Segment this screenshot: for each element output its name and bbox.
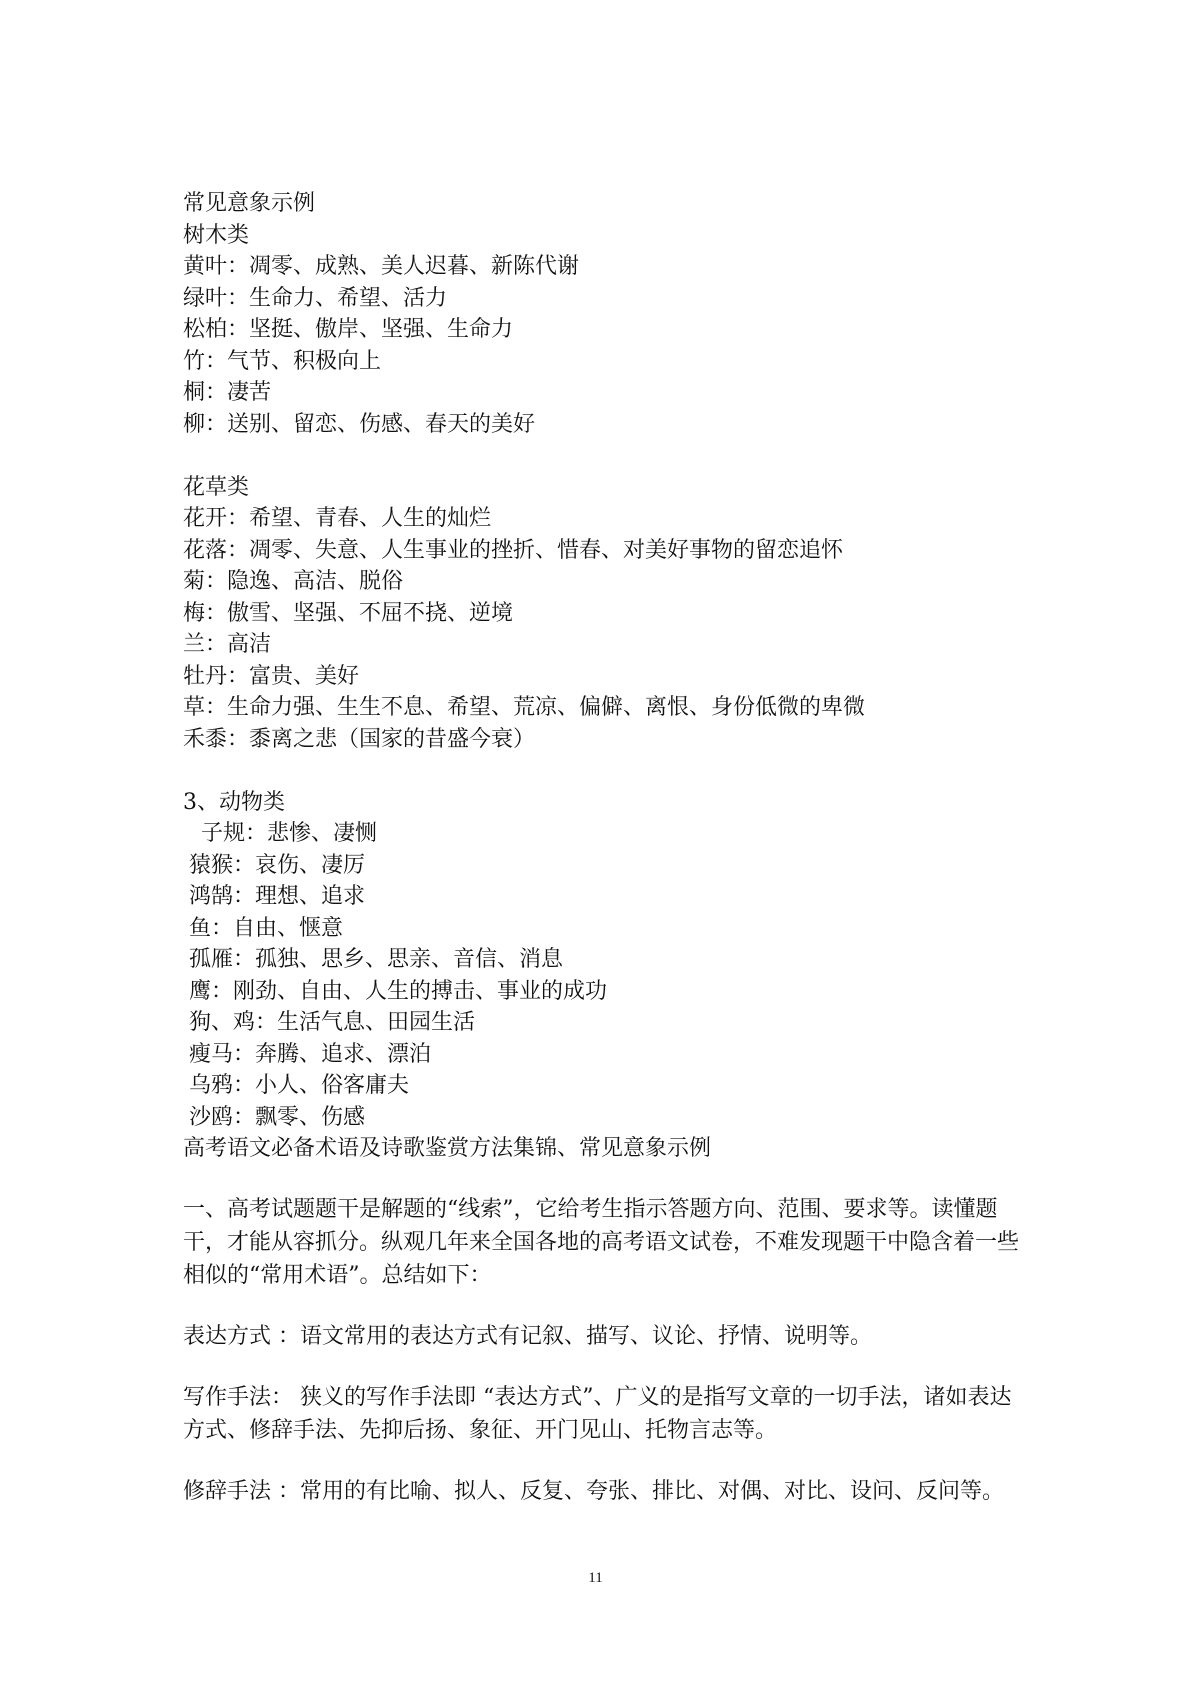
- spacer: [183, 755, 1043, 787]
- section-title: 高考语文必备术语及诗歌鉴赏方法集锦、常见意象示例: [183, 1136, 712, 1161]
- document-body: [183, 188, 1043, 1508]
- animal-item: 沙鸥：飘零、伤感: [189, 1104, 366, 1130]
- spacer: [183, 1353, 1043, 1381]
- flower-item: 兰：高洁: [183, 632, 272, 657]
- spacer: [183, 1165, 1043, 1193]
- spacer: [183, 1292, 1043, 1320]
- writing-paragraph: 写作手法： 狭义的写作手法即 “表达方式”、广义的是指写文章的一切手法，诸如表达方式、修辞手法、先抑后扬、象征、开门见山、托物言志等。: [183, 1384, 1012, 1443]
- animal-item: 子规：悲惨、凄恻: [201, 821, 378, 846]
- flower-item: 花开：希望、青春、人生的灿烂: [183, 506, 492, 531]
- animal-item: 狗、鸡：生活气息、田园生活: [189, 1010, 476, 1035]
- expression-paragraph: 表达方式 ：语文常用的表达方式有记叙、描写、议论、抒情、说明等。: [183, 1323, 872, 1349]
- animal-item: 猿猴：哀伤、凄厉: [189, 852, 366, 878]
- flower-item: 草：生命力强、生生不息、希望、荒凉、偏僻、离恨、身份低微的卑微: [183, 695, 866, 720]
- flower-item: 牡丹：富贵、美好: [183, 663, 360, 689]
- flower-item: 菊：隐逸、高洁、脱俗: [183, 569, 404, 594]
- rhetoric-paragraph: 修辞手法 ：常用的有比喻、拟人、反复、夸张、排比、对偶、对比、设问、反问等。: [183, 1478, 1004, 1504]
- animal-item: 鹰：刚劲、自由、人生的搏击、事业的成功: [189, 978, 608, 1004]
- tree-item: 松柏：坚挺、傲岸、坚强、生命力: [183, 317, 514, 342]
- intro-paragraph: 一、高考试题题干是解题的“线索”，它给考生指示答题方向、范围、要求等。读懂题干，才能从容抓分。纵观几年来全国各地的高考语文试卷，不难发现题干中隐含着一些相似的“常用术语”。总结如下：: [183, 1196, 1020, 1288]
- flower-item: 禾黍：黍离之悲（国家的昔盛今衰）: [183, 726, 536, 752]
- document-title: 常见意象示例: [183, 191, 316, 216]
- tree-item: 桐：凄苦: [183, 380, 272, 405]
- trees-heading: 树木类: [183, 222, 250, 248]
- animal-item: 鱼：自由、惬意: [189, 915, 344, 941]
- spacer: [183, 440, 1043, 472]
- flowers-heading: 花草类: [183, 474, 250, 500]
- animal-item: 乌鸦：小人、俗客庸夫: [189, 1073, 410, 1098]
- tree-item: 绿叶：生命力、希望、活力: [183, 285, 448, 311]
- animals-heading: 3、动物类: [183, 789, 285, 815]
- flower-item: 梅：傲雪、坚强、不屈不挠、逆境: [183, 600, 514, 626]
- page-number: 11: [588, 1570, 603, 1586]
- spacer: [183, 1447, 1043, 1475]
- tree-item: 黄叶：凋零、成熟、美人迟暮、新陈代谢: [183, 254, 580, 279]
- tree-item: 竹：气节、积极向上: [183, 348, 382, 374]
- animal-item: 瘦马：奔腾、追求、漂泊: [189, 1041, 432, 1067]
- animal-item: 鸿鹄：理想、追求: [189, 884, 366, 909]
- flower-item: 花落：凋零、失意、人生事业的挫折、惜春、对美好事物的留恋追怀: [183, 537, 844, 563]
- animal-item: 孤雁：孤独、思乡、思亲、音信、消息: [189, 947, 564, 972]
- tree-item: 柳：送别、留恋、伤感、春天的美好: [183, 411, 536, 437]
